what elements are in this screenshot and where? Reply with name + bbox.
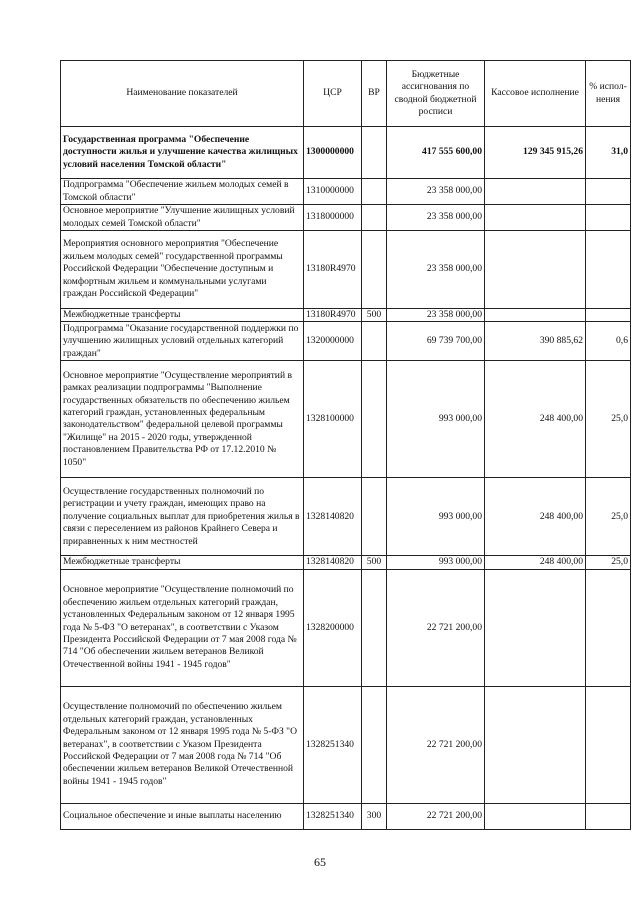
cell-pct	[586, 179, 631, 205]
table-row	[61, 127, 631, 179]
cell-pct	[586, 803, 631, 829]
header-vr: ВР	[362, 61, 387, 127]
cell-csr: 1300000000	[304, 127, 362, 179]
cell-budget: 23 358 000,00	[387, 309, 485, 322]
cell-budget: 22 721 200,00	[387, 686, 485, 803]
cell-pct: 25,0	[586, 361, 631, 478]
header-budget: Бюджетные ассигнования по сводной бюджетной росписи	[387, 61, 485, 127]
cell-vr: 500	[362, 556, 387, 569]
table-row	[61, 478, 631, 556]
cell-csr: 1328251340	[304, 803, 362, 829]
cell-cash: 248 400,00	[485, 361, 586, 478]
cell-budget: 23 358 000,00	[387, 231, 485, 309]
cell-pct	[586, 569, 631, 686]
budget-table	[60, 60, 631, 830]
cell-csr: 1310000000	[304, 179, 362, 205]
table-row	[61, 569, 631, 686]
cell-cash	[485, 569, 586, 686]
cell-csr: 1328200000	[304, 569, 362, 686]
cell-csr: 1328100000	[304, 361, 362, 478]
cell-name: Межбюджетные трансферты	[61, 309, 304, 322]
cell-budget: 69 739 700,00	[387, 322, 485, 361]
cell-csr: 1320000000	[304, 322, 362, 361]
header-cash: Кассовое исполнение	[485, 61, 586, 127]
header-csr: ЦСР	[304, 61, 362, 127]
cell-budget: 993 000,00	[387, 478, 485, 556]
table-row	[61, 686, 631, 803]
cell-cash	[485, 205, 586, 231]
table-row	[61, 361, 631, 478]
cell-name: Подпрограмма "Обеспечение жильем молодых семей в Томской области"	[61, 179, 304, 205]
cell-vr	[362, 569, 387, 686]
cell-name: Межбюджетные трансферты	[61, 556, 304, 569]
cell-cash	[485, 309, 586, 322]
cell-cash: 129 345 915,26	[485, 127, 586, 179]
cell-vr	[362, 205, 387, 231]
cell-budget: 23 358 000,00	[387, 205, 485, 231]
cell-name: Государственная программа "Обеспечение доступности жилья и улучшение качества жилищных условий населения Томской области"	[61, 127, 304, 179]
cell-name: Мероприятия основного мероприятия "Обеспечение жильем молодых семей" государственной программы Российской Федерации "Обеспечение доступным и комфортным жильем и коммунальными услугами граждан Российской Федерации"	[61, 231, 304, 309]
cell-vr: 500	[362, 309, 387, 322]
cell-vr	[362, 478, 387, 556]
cell-name: Социальное обеспечение и иные выплаты населению	[61, 803, 304, 829]
cell-csr: 1328140820	[304, 478, 362, 556]
cell-csr: 13180R4970	[304, 231, 362, 309]
cell-cash	[485, 686, 586, 803]
cell-name: Основное мероприятие "Осуществление мероприятий в рамках реализации подпрограммы "Выполнение государственных обязательств по обеспечению жильем категорий граждан, установленных федеральным законодательством" федеральной целевой программы "Жилище" на 2015 - 2020 годы, утвержденной постановлением Правительства РФ от 17.12.2010 № 1050"	[61, 361, 304, 478]
table-row	[61, 231, 631, 309]
table-row	[61, 179, 631, 205]
table-row	[61, 205, 631, 231]
cell-cash: 390 885,62	[485, 322, 586, 361]
cell-pct	[586, 205, 631, 231]
cell-budget: 22 721 200,00	[387, 569, 485, 686]
cell-csr: 13180R4970	[304, 309, 362, 322]
header-pct: % испол-нения	[586, 61, 631, 127]
cell-cash: 248 400,00	[485, 556, 586, 569]
cell-cash	[485, 803, 586, 829]
cell-pct	[586, 309, 631, 322]
cell-cash	[485, 231, 586, 309]
cell-csr: 1318000000	[304, 205, 362, 231]
cell-pct	[586, 231, 631, 309]
cell-csr: 1328140820	[304, 556, 362, 569]
table-row	[61, 556, 631, 569]
cell-pct: 25,0	[586, 556, 631, 569]
cell-cash	[485, 179, 586, 205]
cell-csr: 1328251340	[304, 686, 362, 803]
cell-vr	[362, 322, 387, 361]
cell-pct	[586, 686, 631, 803]
cell-name: Основное мероприятие "Осуществление полномочий по обеспечению жильем отдельных категорий граждан, установленных Федеральным законом от 12 января 1995 года № 5-ФЗ "О ветеранах", в соответствии с Указом Президента Российской Федерации от 7 мая 2008 года № 714 "Об обеспечении жильем ветеранов Великой Отечественной войны 1941 - 1945 годов"	[61, 569, 304, 686]
cell-budget: 22 721 200,00	[387, 803, 485, 829]
header-row	[61, 61, 631, 127]
cell-vr: 300	[362, 803, 387, 829]
table-row	[61, 309, 631, 322]
cell-budget: 993 000,00	[387, 361, 485, 478]
cell-vr	[362, 127, 387, 179]
table-row	[61, 322, 631, 361]
header-name: Наименование показателей	[61, 61, 304, 127]
page-number: 65	[314, 855, 326, 869]
cell-vr	[362, 179, 387, 205]
cell-vr	[362, 231, 387, 309]
cell-pct: 0,6	[586, 322, 631, 361]
cell-name: Осуществление государственных полномочий по регистрации и учету граждан, имеющих право на получение социальных выплат для приобретения жилья в связи с переселением из районов Крайнего Севера и приравненных к ним местностей	[61, 478, 304, 556]
cell-vr	[362, 361, 387, 478]
cell-vr	[362, 686, 387, 803]
cell-cash: 248 400,00	[485, 478, 586, 556]
cell-name: Подпрограмма "Оказание государственной поддержки по улучшению жилищных условий отдельных категорий граждан"	[61, 322, 304, 361]
cell-name: Осуществление полномочий по обеспечению жильем отдельных категорий граждан, установленных Федеральным законом от 12 января 1995 года № 5-ФЗ "О ветеранах", в соответствии с Указом Президента Российской Федерации от 7 мая 2008 года № 714 "Об обеспечении жильем ветеранов Великой Отечественной войны 1941 - 1945 годов"	[61, 686, 304, 803]
cell-name: Основное мероприятие "Улучшение жилищных условий молодых семей Томской области"	[61, 205, 304, 231]
cell-pct: 31,0	[586, 127, 631, 179]
cell-budget: 23 358 000,00	[387, 179, 485, 205]
cell-budget: 993 000,00	[387, 556, 485, 569]
cell-budget: 417 555 600,00	[387, 127, 485, 179]
table-row	[61, 803, 631, 829]
cell-pct: 25,0	[586, 478, 631, 556]
